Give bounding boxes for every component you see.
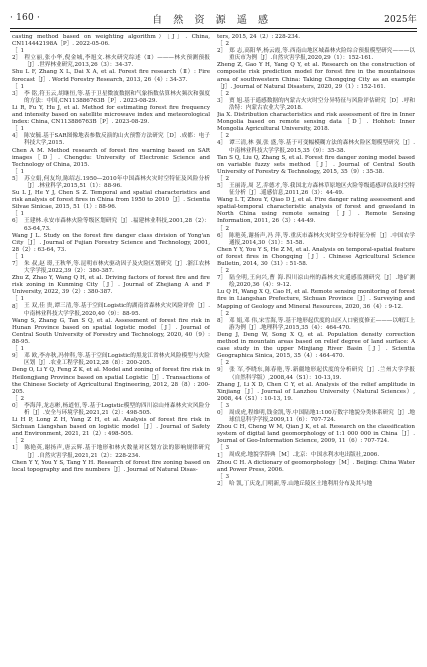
- reference-text: 陈艳英,谢扬声,唐云辉.基于地形和林火数量对区划方法的影响规律研究［J］.自然灾害学报,2021,21（2）：228-234.: [24, 445, 210, 459]
- reference-text: Zhou C H. A dictionary of geomorphology［M］. Beijing: China Water and Power Press, 2006.: [217, 459, 415, 473]
- reference-entry: [217, 176, 415, 197]
- reference-translation: [217, 424, 415, 445]
- reference-number: ［27］: [217, 268, 229, 282]
- reference-entry: [12, 346, 210, 367]
- reference-translation: [217, 460, 415, 474]
- reference-text: Wang S, Zhang G, Tan S Q, et al. Assessment of forest fire risk in Hunan Province based on spatial logistic model［J］. Journal of Central South University of Forestry and Technology, 2020, 40（9）: 88-95.: [12, 317, 210, 346]
- reference-text: 邓 欧,李亦秋,冯仲科,等.基于空间Logistic的黑龙江省林火风险模型与火险区划［J］.农业工程学报,2012,28（8）：200-205.: [24, 353, 210, 367]
- reference-text: 陆全明,王向兴,曹 海.四川凉山州的森林火灾遥感监测研究［J］.地矿测绘,2020,36（4）：9-12.: [229, 275, 415, 289]
- reference-number: ［28］: [217, 310, 229, 324]
- reference-text: ters, 2015, 24（2）: 228-234.: [217, 34, 300, 40]
- reference-translation: [217, 62, 415, 90]
- reference-entry: [12, 126, 210, 147]
- reference-text: 郑 志,高阳华,杨云霞,等.西南山地区城森林火险综合预报模型研究———以重庆市为例［J］.自然灾害学报,2020,29（1）：152-161.: [229, 48, 415, 62]
- publication-year: 2025年: [384, 14, 417, 25]
- reference-number: ［13］: [12, 83, 24, 97]
- reference-translation: [217, 332, 415, 360]
- reference-entry: [217, 474, 415, 488]
- reference-translation: [12, 69, 210, 83]
- reference-translation: [217, 34, 415, 41]
- reference-text: Chen A M. Method research of forest fire warning based on SAR images［D］. Chengdu: University of Electronic Science and Technology of China, 2015.: [12, 147, 210, 168]
- reference-text: Zhou C H, Cheng W M, Qian J K, et al. Research on the classification system of digital land geomorphology of 1:1 000 000 in China［J］. Journal of Geo-Information Science, 2009, 11（6）: 707-724.: [217, 424, 415, 445]
- reference-text: Deng J, Deng W, Song X Q, et al. Population density correction method in mountain areas based on relief degree of land surface: A case study in the upper Minjiang River Basin［J］. Scientia Geographica Sinica, 2015, 35（4）: 464-470.: [217, 331, 415, 360]
- reference-translation: [217, 289, 415, 310]
- reference-number: ［22］: [217, 41, 229, 55]
- reference-translation: [12, 34, 210, 48]
- reference-number: ［31］: [217, 445, 229, 459]
- reference-text: Chen Y Y, You Y S, He Z M, et al. Analysis on temporal-spatial feature of forest fires in Chongqing［J］. Chinese Agricultural Science Bulletin, 2014, 30（31）: 51-58.: [217, 246, 415, 267]
- reference-text: 王 双,佳 贵,谭三清,等.基于空间Logistic的湖南省森林火灾风险评价［J］.中南林业科技大学学报,2020,40（9）：88-95.: [24, 303, 210, 317]
- reference-text: 王丽涛,周 艺,乔德才,等.我国北方森林草原地区火险等级遥感评估及时空特征分析［J］.遥感信息,2011,26（3）：44-49.: [229, 182, 415, 197]
- journal-title: 自 然 资 源 遥 感: [152, 14, 273, 26]
- reference-text: Shu L F, Zhang X L, Dai X A, et al. Forest fire research（Ⅱ）: Fire forecast［J］. World Forestry Research, 2013, 26（4）: 34-37.: [12, 69, 210, 83]
- reference-text: 邓 娟,邓 伟,宋雪海,等.基于地形起伏度的山区人口密度修正———以岷江上游为例［J］.地理科学,2015,35（4）：464-470.: [229, 317, 415, 331]
- running-header: [10, 10, 417, 26]
- reference-translation: [12, 190, 210, 211]
- reference-text: Zheng Z, Gao Y H, Yang Q Y, et al. Research on the construction of composite risk prediction model for forest fire in the mountainous area of southwestern China: Taking Chongqing City as an example［J］. Journal of Natural Disasters, 2020, 29（1）: 152-161.: [217, 62, 415, 90]
- reference-entry: [217, 445, 415, 459]
- reference-text: 李 铭,符玉云,胡继恒,等.基于卫星微波数据和气象指数估算林火频次和强度的方法：中国,CN113886763B［P］. 2023-08-29.: [24, 90, 210, 104]
- reference-number: ［26］: [217, 225, 229, 239]
- reference-entry: [217, 133, 415, 154]
- reference-text: Zhang J, Li X D, Chen C Y, et al. Analysis of the relief amplitude in Xinjiang［J］. Journal of Lanzhou University（Natural Sciences）, 2008, 44（S1）: 10-13, 19.: [217, 381, 415, 402]
- reference-entry: [12, 48, 210, 69]
- reference-text: 张 军,李晓东,陈春艳,等.新疆地形起伏度的分析研究［J］.兰州大学学报（自然科学版）,2008,44（S1）：10-13,19.: [229, 367, 415, 381]
- reference-entry: [12, 169, 210, 190]
- reference-entry: [12, 211, 210, 232]
- left-column: [12, 34, 210, 663]
- reference-entry: [12, 296, 210, 317]
- reference-number: ［25］: [217, 175, 229, 189]
- reference-entry: [217, 268, 415, 289]
- reference-number: ［21］: [12, 438, 24, 452]
- reference-entry: [12, 254, 210, 275]
- reference-entry: [217, 403, 415, 424]
- reference-entry: [12, 396, 210, 417]
- reference-number: ［15］: [12, 168, 24, 182]
- reference-entry: [217, 311, 415, 332]
- reference-text: 程立丽,张小华,倪金城,李旭文.林火研究综述（Ⅱ）———林火预测预报［J］.世界林业研究,2013,26（3）：34-37.: [24, 55, 210, 69]
- reference-text: Wang L T, Zhou Y, Qiao D J, et al. Fire danger rating assessment and spatial-temporal characteristic analysis of forest and grassland in North China using remote sensing［J］. Remote Sensing Information, 2011, 26（3）: 44-49.: [217, 197, 415, 225]
- reference-number: ［19］: [12, 346, 24, 360]
- reference-number: ［16］: [12, 211, 24, 225]
- reference-translation: [12, 148, 210, 169]
- reference-text: Li R, Fu Y, Hu J, et al. Method for estimating forest fire frequency and intensity based on satellite microwave index and meteorological index: China, CN113886763B［P］. 2023-08-29.: [12, 104, 210, 126]
- reference-number: ［23］: [217, 90, 229, 104]
- reference-text: Lu Q H, Wang X Q, Cao H, et al. Remote sensing monitoring of forest fire in Liangshan Prefecture, Sichuan Province［J］. Surveying and Mapping of Geology and Mineral Resources, 2020, 36（4）: 9-12.: [217, 289, 415, 310]
- header-rule-thick: [10, 28, 417, 29]
- reference-number: ［30］: [217, 402, 229, 416]
- reference-translation: [12, 275, 210, 296]
- reference-translation: [12, 460, 210, 474]
- reference-translation: [12, 417, 210, 438]
- reference-text: Chen Y Y, You Y S, Tang Y H. Research of forest fire zoning based on local topography and fire numbers［J］. Journal of Natural Disas-: [12, 459, 210, 473]
- reference-number: ［12］: [12, 48, 24, 62]
- reference-text: 王建林.永安市森林火险等级区划研究［J］.福建林业科技,2001,28（2）：63-64,73.: [24, 218, 210, 232]
- reference-text: Li H P, Long Z H, Yang Z H, et al. Analysis of forest fire risk in Sichuan Liangshan based on logistic model［J］. Journal of Safety and Environment, 2021, 21（2）: 498-505.: [12, 417, 210, 438]
- reference-entry: [217, 360, 415, 381]
- reference-text: 朱 叔,赵 璟,王秋华,等.昆明市林火驱动因子及火险区划研究［J］.浙江农林大学学报,2022,39（2）：380-387.: [24, 261, 210, 275]
- reference-number: ［24］: [217, 133, 229, 147]
- reference-number: ［18］: [12, 296, 24, 310]
- reference-number: ［20］: [12, 395, 24, 409]
- reference-text: 哈 凯,丁庆龙,门明新,等.山地丘陵区土地利用分布及其与地: [229, 480, 373, 487]
- reference-text: 周成虎.地貌学辞典［M］.北京：中国水利水电出版社,2006.: [229, 452, 380, 459]
- reference-number: ［17］: [12, 253, 24, 267]
- reference-entry: [217, 91, 415, 112]
- reference-text: 陈安毓.基于SAR图像地表参数反演的山火预警方法研究［D］.成都：电子科技大学,2015.: [24, 133, 210, 147]
- reference-entry: [217, 226, 415, 247]
- header-rule-thin: [10, 31, 417, 32]
- reference-text: 苏立娟,何友均,陈绍志.1950—2010年中国森林火灾时空特征及风险分析［J］.林业科学,2015,51（1）：88-96.: [24, 175, 210, 189]
- reference-translation: [217, 247, 415, 268]
- reference-translation: [12, 318, 210, 346]
- reference-number: ［14］: [12, 126, 24, 140]
- reference-translation: [217, 382, 415, 403]
- reference-text: Wang J L. Study on the forest fire danger class division of Yong'an City［J］. Journal of Fujian Forestry Science and Technology, 2001, 28（2）: 63-64, 73.: [12, 232, 210, 253]
- reference-entry: [217, 41, 415, 62]
- reference-translation: [12, 367, 210, 395]
- reference-translation: [12, 105, 210, 126]
- reference-entry: [12, 84, 210, 105]
- reference-text: Zhu Z, Zhao Y, Wang Q H, et al. Driving factors of forest fire and fire risk zoning in Kunming City［J］. Journal of Zhejiang A and F University, 2022, 39（2）: 380-387.: [12, 275, 210, 296]
- reference-text: Deng O, Li Y Q, Feng Z K, et al. Model and zoning of forest fire risk in Heilongjiang Province based on spatial Logistic［J］. Transactions of the Chinese Society of Agricultural Engineering, 2012, 28（8）: 200-205.: [12, 367, 210, 395]
- reference-text: 贾 旭.基于遥感数据的内蒙古火灾时空分异特征与风险评估研究［D］.呼和浩特：内蒙古农业大学,2018.: [229, 97, 415, 111]
- reference-entry: [12, 438, 210, 459]
- reference-text: Jia X. Distribution characteristics and risk assessment of fire in Inner Mongolia based on remote sensing data［D］. Hohhot: Inner Mongolia Agricultural University, 2018.: [217, 112, 415, 133]
- right-column: [217, 34, 415, 663]
- reference-translation: [12, 233, 210, 254]
- reference-number: ［32］: [217, 473, 229, 487]
- reference-translation: [217, 155, 415, 176]
- reference-text: Tan S Q, Liu Q, Zhang S, et al. Forest fire danger zoning model based on variable fuzzy sets method［J］. Journal of Central South University of Forestry & Technology, 2015, 35（9）: 35-38.: [217, 154, 415, 175]
- references-body: [12, 34, 415, 663]
- reference-text: 周成虎,程维明,钱金凯,等.中国陆地1:100万数字地貌分类体系研究［J］.地球信息科学学报,2009,11（6）：707-724.: [229, 409, 415, 424]
- reference-number: ［29］: [217, 360, 229, 374]
- reference-text: casting method based on weighting algorithm）［J］. China, CN114442198A［P］. 2022-05-06.: [12, 34, 210, 48]
- reference-translation: [217, 112, 415, 133]
- reference-text: 谭三清,林 强,张 盛,等.基于可变幅模糊方法的森林火险区划模型研究［J］.中南林业科技大学学报,2015,35（9）：35-38.: [229, 140, 415, 154]
- reference-text: 李海萍,龙志彬,杨道恒,等.基于Logistic模型的四川凉山州森林火灾风险分析［J］.安全与环境学报,2021,21（2）：498-505.: [24, 402, 210, 416]
- page-number: · 160 ·: [10, 13, 41, 23]
- reference-text: 陈艳英,谢扬声,冯 萍,等.重庆市森林火灾时空分布特征分析［J］.中国农学通报,2014,30（31）：51-58.: [229, 232, 415, 246]
- reference-text: Su L J, He Y J, Chen S Z. Temporal and spatial characteristics and risk analysis of forest fires in China from 1950 to 2010［J］. Scientia Silvae Sinicae, 2015, 51（1）: 88-96.: [12, 190, 210, 211]
- reference-translation: [217, 197, 415, 225]
